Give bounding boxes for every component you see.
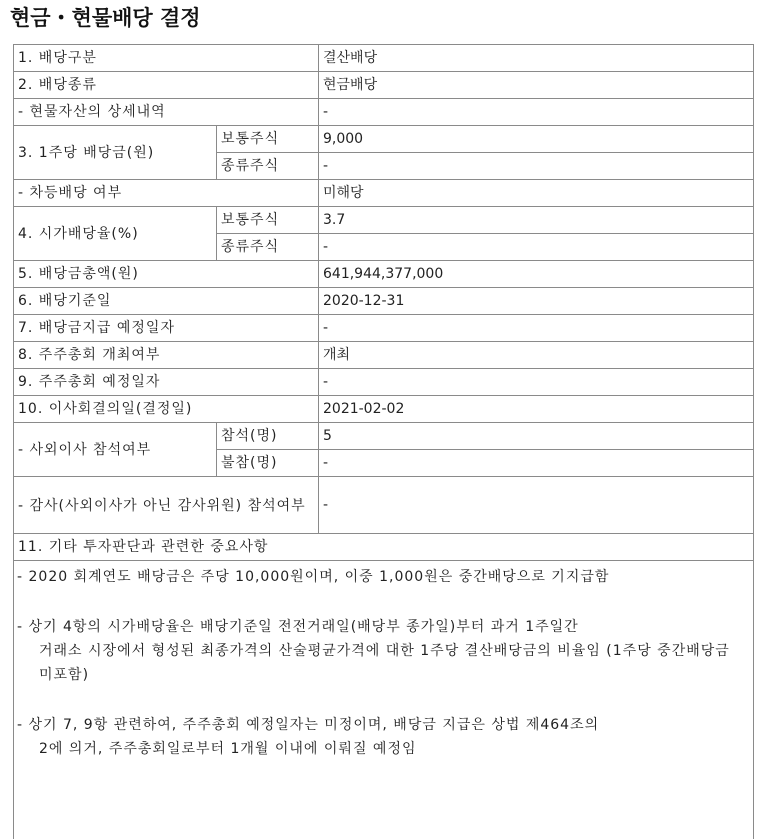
board-resolution-value: 2021-02-02 [319, 396, 754, 423]
payment-date-value: - [319, 315, 754, 342]
note-item [17, 713, 749, 761]
differential-dividend-label: - 차등배당 여부 [14, 180, 319, 207]
dividend-type-value: 결산배당 [319, 45, 754, 72]
auditor-attendance-label: - 감사(사외이사가 아닌 감사위원) 참석여부 [14, 477, 319, 534]
agm-held-value: 개최 [319, 342, 754, 369]
differential-dividend-value: 미해당 [319, 180, 754, 207]
in-kind-asset-value: - [319, 99, 754, 126]
table-row [14, 45, 754, 72]
note-text: - 2020 회계연도 배당금은 주당 10,000원이며, 이중 1,000원은 중간배당으로 기지급함 [17, 569, 610, 585]
disclosure-table [13, 44, 754, 839]
dps-preferred-value: - [319, 153, 754, 180]
table-row [14, 342, 754, 369]
yield-common-label: 보통주식 [217, 207, 319, 234]
agm-date-value: - [319, 369, 754, 396]
record-date-value: 2020-12-31 [319, 288, 754, 315]
dps-label: 3. 1주당 배당금(원) [14, 126, 217, 180]
table-row [14, 126, 754, 153]
auditor-attendance-value: - [319, 477, 754, 534]
table-row [14, 423, 754, 450]
table-row [14, 72, 754, 99]
table-row [14, 180, 754, 207]
agm-held-label: 8. 주주총회 개최여부 [14, 342, 319, 369]
yield-preferred-label: 종류주식 [217, 234, 319, 261]
table-row [14, 477, 754, 534]
absent-label: 불참(명) [217, 450, 319, 477]
note-item [17, 615, 749, 687]
page-title: 현금・현물배당 결정 [10, 6, 201, 30]
record-date-label: 6. 배당기준일 [14, 288, 319, 315]
note-item [17, 565, 749, 589]
table-row [14, 561, 754, 839]
attended-label: 참석(명) [217, 423, 319, 450]
other-matters-notes [14, 561, 754, 839]
dividend-kind-label: 2. 배당종류 [14, 72, 319, 99]
note-continuation: 2에 의거, 주주총회일로부터 1개월 이내에 이뤄질 예정임 [39, 741, 417, 757]
absent-value: - [319, 450, 754, 477]
dps-common-label: 보통주식 [217, 126, 319, 153]
table-row [14, 315, 754, 342]
dividend-kind-value: 현금배당 [319, 72, 754, 99]
note-text: - 상기 4항의 시가배당율은 배당기준일 전전거래일(배당부 종가일)부터 과거 1주일간 [17, 619, 579, 635]
yield-common-value: 3.7 [319, 207, 754, 234]
yield-preferred-value: - [319, 234, 754, 261]
table-row [14, 207, 754, 234]
yield-label: 4. 시가배당율(%) [14, 207, 217, 261]
table-row [14, 534, 754, 561]
attended-value: 5 [319, 423, 754, 450]
board-resolution-label: 10. 이사회결의일(결정일) [14, 396, 319, 423]
payment-date-label: 7. 배당금지급 예정일자 [14, 315, 319, 342]
table-row [14, 288, 754, 315]
table-row [14, 261, 754, 288]
dps-common-value: 9,000 [319, 126, 754, 153]
note-continuation: 거래소 시장에서 형성된 최종가격의 산술평균가격에 대한 1주당 결산배당금의 비율임 (1주당 중간배당금 미포함) [39, 643, 730, 683]
table-row [14, 396, 754, 423]
table-row [14, 99, 754, 126]
dps-preferred-label: 종류주식 [217, 153, 319, 180]
note-text: - 상기 7, 9항 관련하여, 주주총회 예정일자는 미정이며, 배당금 지급은 상법 제464조의 [17, 717, 600, 733]
total-dividend-value: 641,944,377,000 [319, 261, 754, 288]
other-matters-label: 11. 기타 투자판단과 관련한 중요사항 [14, 534, 754, 561]
outside-director-label: - 사외이사 참석여부 [14, 423, 217, 477]
table-row [14, 369, 754, 396]
dividend-type-label: 1. 배당구분 [14, 45, 319, 72]
agm-date-label: 9. 주주총회 예정일자 [14, 369, 319, 396]
in-kind-asset-label: - 현물자산의 상세내역 [14, 99, 319, 126]
total-dividend-label: 5. 배당금총액(원) [14, 261, 319, 288]
